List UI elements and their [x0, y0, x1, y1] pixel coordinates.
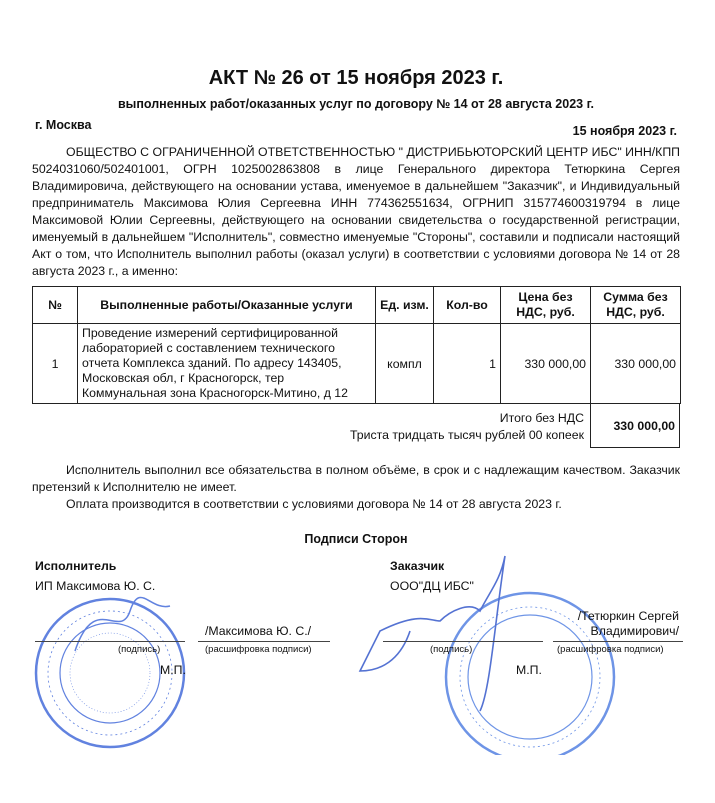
- total-words: Триста тридцать тысяч рублей 00 копеек: [349, 428, 584, 442]
- cell-num: 1: [33, 324, 78, 404]
- cell-desc: Проведение измерений сертифицированной лабораторией с составлением технического отчета Комплекса зданий. По адресу 143405, Московская обл, г Красногорск, тер Коммунальная зона Красногорск-Митино, д 12: [78, 324, 376, 404]
- executor-name: ИП Максимова Ю. С.: [35, 579, 156, 593]
- document-date: 15 ноября 2023 г.: [572, 124, 677, 138]
- signatures-title: Подписи Сторон: [304, 532, 408, 546]
- total-label: Итого без НДС: [499, 411, 584, 425]
- executor-signature-line: [35, 641, 185, 642]
- totals-label: [350, 404, 590, 448]
- executor-decode: /Максимова Ю. С./: [205, 624, 312, 638]
- total-value: 330 000,00: [590, 404, 680, 448]
- executor-decode-caption: (расшифровка подписи): [205, 644, 312, 655]
- cell-unit: компл: [376, 324, 434, 404]
- customer-role: Заказчик: [390, 559, 445, 573]
- customer-seal-label: М.П.: [516, 663, 542, 677]
- executor-role: Исполнитель: [35, 559, 117, 573]
- document-subtitle: выполненных работ/оказанных услуг по договору № 14 от 28 августа 2023 г.: [117, 97, 595, 111]
- col-qty: Кол-во: [434, 287, 501, 324]
- closing-paragraph: Оплата производится в соответствии с условиями договора № 14 от 28 августа 2023 г.: [66, 497, 562, 511]
- customer-signature-line: [383, 641, 543, 642]
- table-header-row: [33, 287, 681, 324]
- intro-paragraph: ОБЩЕСТВО С ОГРАНИЧЕННОЙ ОТВЕТСТВЕННОСТЬЮ " ДИСТРИБЬЮТОРСКИЙ ЦЕНТР ИБС" ИНН/КПП 5024031060/502401001, ОГРН 1025002863808 в лице Генерального директора Тетюркина Сергея Владимировича, действующего на основании устава, именуемое в дальнейшем "Заказчик", и Индивидуальный предприниматель Максимова Юлия Сергеевна ИНН 774362551634, ОГРНИП 315774600319794 в лице Максимовой Юлии Сергеевны, действующего на основании свидетельства о государственной регистрации, именуемый в дальнейшем "Исполнитель", совместно именуемые "Стороны", составили и подписали настоящий Акт о том, что Исполнитель выполнил работы (оказал услуги) в соответствии с условиями договора № 14 от 28 августа 2023 г., а именно:: [32, 145, 680, 278]
- col-price: Цена без НДС, руб.: [501, 287, 591, 324]
- customer-decode-caption: (расшифровка подписи): [557, 644, 664, 655]
- totals-row: [32, 404, 680, 448]
- place-date-row: [32, 118, 680, 142]
- document-title: АКТ № 26 от 15 ноября 2023 г.: [208, 67, 504, 89]
- col-desc: Выполненные работы/Оказанные услуги: [78, 287, 376, 324]
- customer-decode-line: [553, 641, 683, 642]
- signatures-block: [0, 555, 715, 755]
- table-row: [33, 324, 681, 404]
- closing-paragraph: Исполнитель выполнил все обязательства в полном объёме, в срок и с надлежащим качеством. Заказчик претензий к Исполнителю не имеет.: [32, 463, 680, 494]
- cell-price: 330 000,00: [501, 324, 591, 404]
- cell-qty: 1: [434, 324, 501, 404]
- executor-sign-caption: (подпись): [118, 644, 161, 655]
- customer-sign-caption: (подпись): [430, 644, 473, 655]
- city: г. Москва: [35, 118, 92, 132]
- customer-decode: /Тетюркин Сергей Владимирович/: [577, 609, 679, 638]
- executor-decode-line: [198, 641, 330, 642]
- executor-seal-label: М.П.: [160, 663, 186, 677]
- closing-text: [32, 462, 680, 513]
- col-sum: Сумма без НДС, руб.: [591, 287, 681, 324]
- services-table: [32, 286, 681, 404]
- cell-sum: 330 000,00: [591, 324, 681, 404]
- col-unit: Ед. изм.: [376, 287, 434, 324]
- customer-name: ООО"ДЦ ИБС": [390, 579, 474, 593]
- col-num: №: [33, 287, 78, 324]
